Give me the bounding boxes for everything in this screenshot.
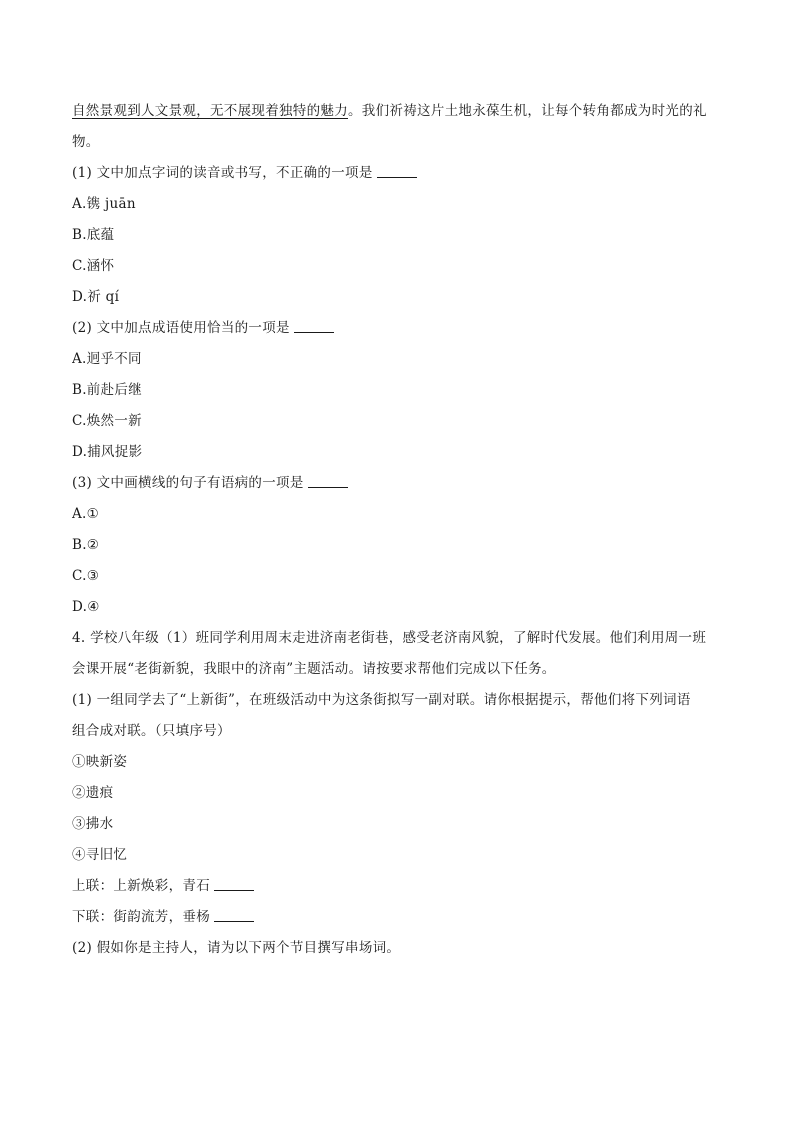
phrase-item: ②遗痕 xyxy=(72,785,114,801)
question-2-option-a: A.迥乎不同 xyxy=(72,351,142,367)
question-4-intro-line-2: 会课开展“老街新貌，我眼中的济南”主题活动。请按要求帮他们完成以下任务。 xyxy=(72,661,556,677)
phrase-item: ③拂水 xyxy=(72,816,114,832)
question-4-sub1-line-1: (1) 一组同学去了“上新街”，在班级活动中为这条街拟写一副对联。请你根据提示，帮他们将下列词语 xyxy=(72,692,691,708)
question-3-text: (3) 文中画横线的句子有语病的一项是 xyxy=(72,475,304,491)
question-2-text: (2) 文中加点成语使用恰当的一项是 xyxy=(72,320,290,336)
question-3-stem xyxy=(72,468,726,499)
question-4-sub2: (2) 假如你是主持人，请为以下两个节目撰写串场词。 xyxy=(72,940,401,956)
question-3-option-b: B.② xyxy=(72,537,100,553)
question-2-option-d: D.捕风捉影 xyxy=(72,444,143,460)
answer-blank xyxy=(214,920,254,922)
question-1-option-c: C.涵怀 xyxy=(72,258,115,274)
answer-blank xyxy=(377,176,417,178)
intro-line-2: 物。 xyxy=(72,134,100,150)
question-4-sub1-line-2: 组合成对联。（只填序号） xyxy=(72,723,231,739)
question-1-text: (1) 文中加点字词的读音或书写，不正确的一项是 xyxy=(72,165,373,181)
question-1-option-d: D.祈 qí xyxy=(72,289,120,305)
question-2-option-c: C.焕然一新 xyxy=(72,413,142,429)
question-3-option-a: A.① xyxy=(72,506,100,522)
answer-blank xyxy=(214,889,254,891)
question-1-option-a: A.镌 juān xyxy=(72,196,136,212)
couplet-lower-text: 下联：街韵流芳，垂杨 xyxy=(72,909,210,925)
underlined-sentence: 自然景观到人文景观，无不展现着独特的魅力 xyxy=(72,103,348,119)
answer-blank xyxy=(294,331,334,333)
answer-blank xyxy=(308,486,348,488)
question-2-option-b: B.前赴后继 xyxy=(72,382,143,398)
question-3-option-c: C.③ xyxy=(72,568,100,584)
intro-line-1 xyxy=(72,96,726,127)
intro-text: 。我们祈祷这片土地永葆生机，让每个转角都成为时光的礼 xyxy=(348,103,707,119)
question-1-option-b: B.底蕴 xyxy=(72,227,115,243)
document-page xyxy=(72,96,726,964)
question-3-option-d: D.④ xyxy=(72,599,100,615)
couplet-lower xyxy=(72,902,726,933)
question-2-stem xyxy=(72,313,726,344)
question-1-stem xyxy=(72,158,726,189)
question-4-intro-line-1: 4. 学校八年级（1）班同学利用周末走进济南老街巷，感受老济南风貌，了解时代发展。他们利用周一班 xyxy=(72,630,707,646)
phrase-item: ④寻旧忆 xyxy=(72,847,128,863)
couplet-upper-text: 上联：上新焕彩，青石 xyxy=(72,878,210,894)
couplet-upper xyxy=(72,871,726,902)
phrase-item: ①映新姿 xyxy=(72,754,128,770)
